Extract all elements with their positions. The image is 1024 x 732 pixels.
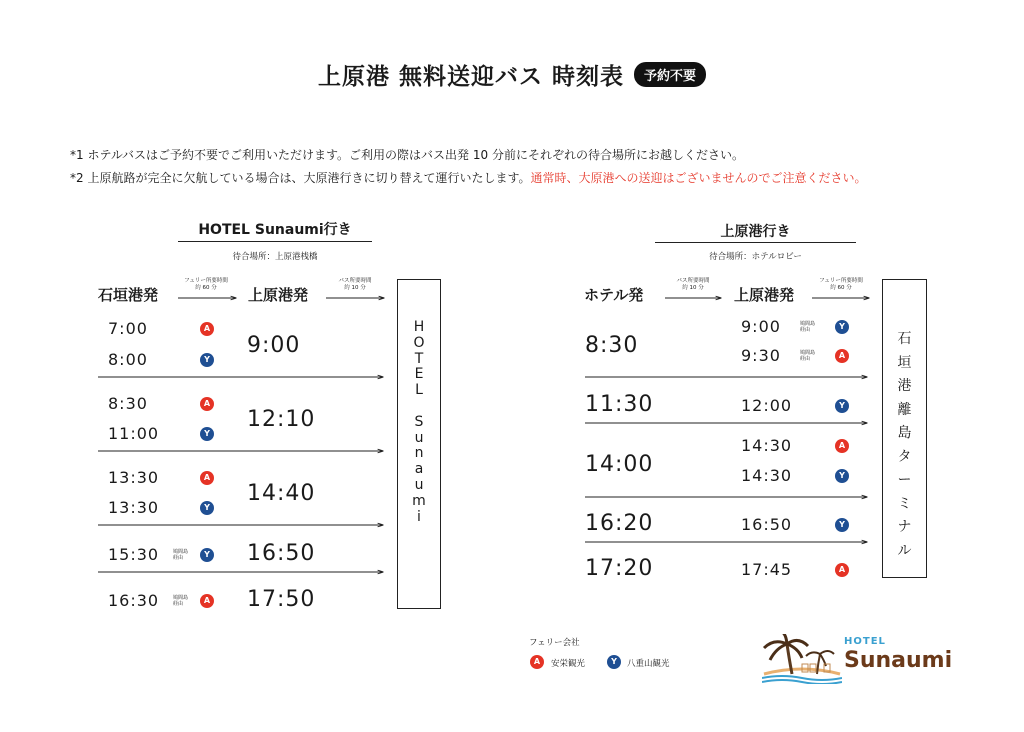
left-ferry-time: 8:30 (108, 394, 148, 414)
right-bus-duration-label: バス所要時間 約 10 分 (676, 278, 710, 291)
reservation-badge: 予約不要 (634, 62, 706, 87)
destination-char: T (414, 350, 424, 367)
destination-char: S (414, 413, 424, 430)
company-a-icon: A (835, 349, 849, 363)
via-hatoma-label: 鳩間島 経由 (800, 320, 816, 333)
destination-char: 石 (897, 331, 912, 347)
left-ferry-time: 13:30 (108, 468, 160, 488)
legend-y-label: 八重山観光 (627, 659, 670, 669)
destination-char: a (414, 461, 424, 478)
note-1: *1 ホテルバスはご予約不要でご利用いただけます。ご利用の際はバス出発 10 分前にそれぞれの待合場所にお越しください。 (70, 148, 744, 162)
right-ferry-duration-label: フェリー所要時間 約 60 分 (819, 278, 863, 291)
destination-char: ル (897, 542, 912, 559)
legend-a-label: 安栄観光 (551, 659, 586, 669)
company-y-icon: Y (835, 518, 849, 532)
destination-char: ミ (897, 495, 912, 512)
left-col2-header: 上原港発 (248, 286, 309, 304)
right-ferry-time: 17:45 (741, 560, 793, 579)
destination-char: ー (897, 472, 912, 488)
right-ferry-time: 16:50 (741, 515, 793, 534)
left-bus-time: 14:40 (247, 481, 316, 506)
destination-char: n (414, 445, 424, 462)
logo-sunaumi-text: Sunaumi (844, 648, 953, 673)
legend-a-icon: A (530, 655, 544, 669)
left-bus-time: 9:00 (247, 332, 301, 358)
company-y-icon: Y (200, 548, 214, 562)
destination-char: 島 (897, 425, 912, 441)
right-bus-time: 11:30 (585, 392, 654, 417)
note-2-warning: 通常時、大原港への送迎はございませんのでご注意ください。 (530, 171, 867, 185)
company-y-icon: Y (835, 469, 849, 483)
left-col1-header: 石垣港発 (98, 286, 159, 304)
left-ferry-time: 7:00 (108, 319, 148, 339)
destination-char: u (414, 477, 424, 493)
company-a-icon: A (200, 322, 214, 336)
right-bus-time: 17:20 (585, 556, 654, 581)
destination-char: 港 (897, 378, 912, 394)
left-destination-box (397, 279, 441, 609)
destination-char: m (412, 492, 426, 509)
company-a-icon: A (200, 397, 214, 411)
left-ferry-time: 16:30 (108, 591, 160, 610)
destination-char: ナ (897, 519, 912, 535)
destination-char: 離 (897, 401, 912, 418)
logo-hotel-text: HOTEL (844, 636, 886, 647)
right-ferry-time: 9:30 (741, 346, 781, 366)
destination-char: O (413, 334, 425, 351)
company-y-icon: Y (835, 399, 849, 413)
right-waiting-place: 待合場所：ホテルロビー (709, 252, 802, 262)
left-waiting-place: 待合場所：上原港桟橋 (232, 252, 318, 262)
left-bus-time: 17:50 (247, 587, 316, 612)
note-2-text: *2 上原航路が完全に欠航している場合は、大原港行きに切り替えて運行いたします。 (70, 171, 531, 185)
left-ferry-time: 13:30 (108, 498, 160, 518)
company-a-icon: A (200, 594, 214, 608)
company-a-icon: A (200, 471, 214, 485)
left-bus-time: 16:50 (247, 541, 316, 566)
right-bus-time: 16:20 (585, 511, 654, 536)
left-ferry-duration-label: フェリー所要時間 約 60 分 (184, 278, 228, 291)
via-hatoma-label: 鳩間島 経由 (173, 549, 189, 561)
left-bus-duration-label: バス所要時間 約 10 分 (338, 278, 372, 291)
destination-char: 垣 (897, 354, 912, 371)
via-hatoma-label: 鳩間島 経由 (800, 350, 816, 363)
destination-char: タ (897, 448, 912, 465)
right-col1-header: ホテル発 (584, 286, 644, 304)
title-text: 上原港 無料送迎バス 時刻表 (317, 64, 624, 90)
right-section-title: 上原港行き (720, 224, 791, 240)
company-y-icon: Y (200, 427, 214, 441)
palm-tree-icon (762, 634, 842, 684)
right-bus-time: 8:30 (585, 332, 639, 358)
company-y-icon: Y (835, 320, 849, 334)
destination-char: i (417, 508, 421, 525)
left-ferry-time: 8:00 (108, 349, 148, 369)
left-ferry-time: 11:00 (108, 424, 160, 444)
right-ferry-time: 14:30 (741, 436, 793, 456)
right-destination-box (882, 279, 927, 578)
via-hatoma-label: 鳩間島 経由 (173, 595, 189, 607)
legend-title: フェリー会社 (529, 638, 580, 648)
destination-char: E (414, 366, 424, 383)
right-ferry-time: 9:00 (741, 316, 781, 336)
right-col2-header: 上原港発 (734, 286, 795, 304)
company-y-icon: Y (200, 501, 214, 515)
company-y-icon: Y (200, 353, 214, 367)
right-ferry-time: 14:30 (741, 465, 793, 485)
left-ferry-time: 15:30 (108, 545, 160, 564)
hotel-logo (762, 634, 972, 684)
right-bus-time: 14:00 (585, 452, 654, 477)
right-ferry-time: 12:00 (741, 396, 793, 415)
destination-char: u (414, 429, 424, 446)
destination-char: L (415, 382, 423, 399)
left-bus-time: 12:10 (247, 407, 316, 432)
destination-char: H (413, 319, 425, 335)
left-section-title: HOTEL Sunaumi行き (198, 222, 352, 238)
company-a-icon: A (835, 563, 849, 577)
company-a-icon: A (835, 439, 849, 453)
legend-y-icon: Y (607, 655, 621, 669)
